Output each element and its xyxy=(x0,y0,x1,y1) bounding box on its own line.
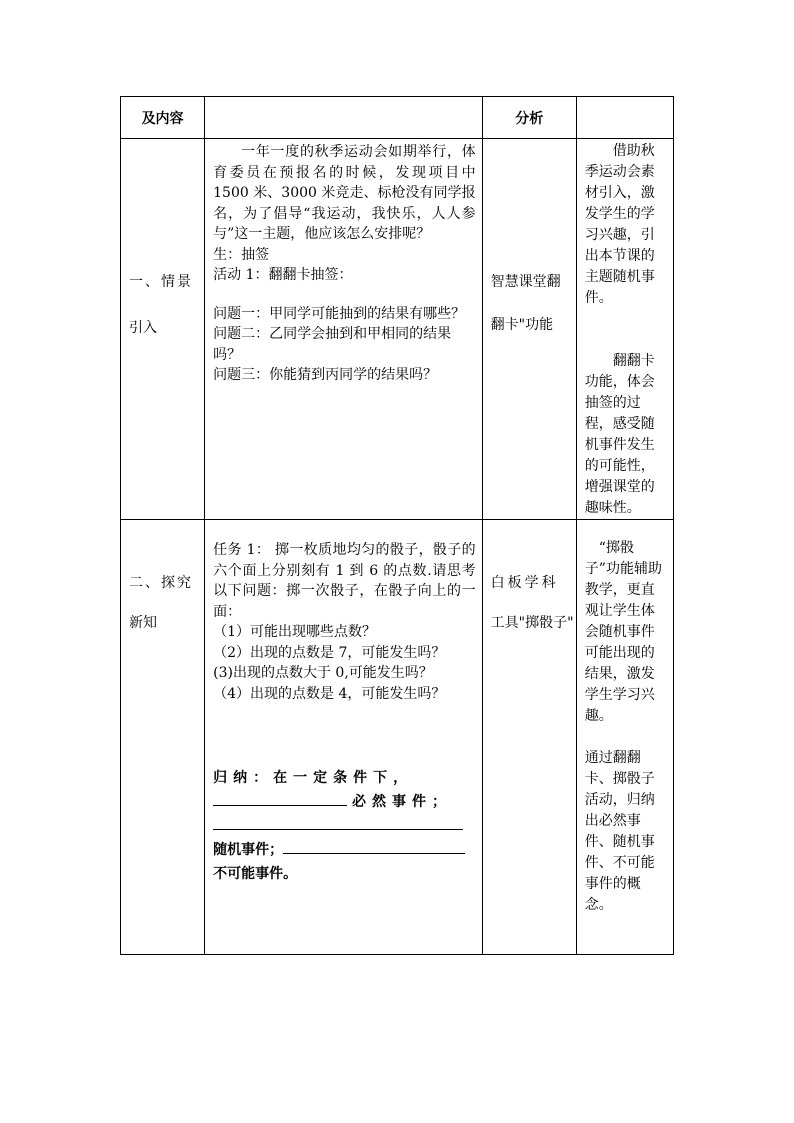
resource-label-cont: 工具"掷骰子" xyxy=(490,615,574,631)
analysis-cell xyxy=(576,520,673,955)
analysis-paragraph: 通过翻翻卡、掷骰子活动，归纳出必然事件、随机事件、不可能事件的概念。 xyxy=(584,750,655,913)
header-cell-content-label: 及内容 xyxy=(121,97,205,139)
header-cell-empty xyxy=(205,97,483,139)
analysis-cell xyxy=(576,139,673,520)
question-item-1: （1）可能出现哪些点数？ xyxy=(213,624,377,640)
header-cell-analysis: 分析 xyxy=(482,97,576,139)
table-row xyxy=(121,520,674,955)
stage-label-cont: 新知 xyxy=(129,615,157,631)
table-row xyxy=(121,139,674,520)
summary-certain: 必然事件； xyxy=(352,794,453,810)
stage-cell xyxy=(121,520,205,955)
analysis-paragraph: 借助秋季运动会素材引入，激发学生的学习兴趣，引出本节课的主题随机事件。 xyxy=(584,143,655,306)
resource-cell xyxy=(482,520,576,955)
resource-label-cont: 翻卡"功能 xyxy=(490,317,554,333)
summary-impossible: 不可能事件。 xyxy=(213,866,298,882)
summary-random: 随机事件； xyxy=(213,842,284,858)
summary-prefix: 归纳：在一定条件下， xyxy=(213,770,414,786)
question-1: 问题一：甲同学可能抽到的结果有哪些？ xyxy=(213,305,466,322)
resource-cell xyxy=(482,139,576,520)
stage-cell xyxy=(121,139,205,520)
lesson-plan-table xyxy=(120,96,674,955)
analysis-paragraph: 翻翻卡功能，体会抽签的过程，感受随机事件发生的可能性，增强课堂的趣味性。 xyxy=(584,353,655,516)
analysis-paragraph: “掷骰子”功能辅助教学，更直观让学生体会随机事件可能出现的结果，激发学生学习兴趣。 xyxy=(584,540,662,724)
student-line: 生：抽签 xyxy=(213,246,270,263)
question-item-4: （4）出现的点数是 4，可能发生吗？ xyxy=(213,685,446,702)
content-cell xyxy=(205,520,483,955)
fill-blank[interactable] xyxy=(283,839,465,854)
header-row xyxy=(121,97,674,139)
question-item-3: (3)出现的点数大于 0,可能发生吗？ xyxy=(213,665,433,681)
header-cell-empty-2 xyxy=(576,97,673,139)
task-paragraph: 任务 1： 掷一枚质地均匀的骰子，骰子的六个面上分别刻有 1 到 6 的点数.请思考以下问题：掷一次骰子，在骰子向上的一面： xyxy=(213,542,476,620)
question-item-2: （2）出现的点数是 7，可能发生吗？ xyxy=(213,644,446,661)
stage-label: 二、探究 xyxy=(129,575,193,591)
question-3: 问题三：你能猜到丙同学的结果吗？ xyxy=(213,367,438,383)
stage-label-cont: 引入 xyxy=(129,320,157,336)
question-2: 问题二：乙同学会抽到和甲相同的结果吗？ xyxy=(213,326,452,363)
resource-label: 智慧课堂翻 xyxy=(490,274,561,290)
stage-label: 一、情景 xyxy=(129,274,193,290)
resource-label: 白板学科 xyxy=(490,575,559,591)
fill-blank[interactable] xyxy=(213,815,463,830)
activity-line: 活动 1：翻翻卡抽签： xyxy=(213,267,353,283)
intro-paragraph: 一年一度的秋季运动会如期举行，体育委员在预报名的时候，发现项目中 1500 米、3000 米竞走、标枪没有同学报名，为了倡导“我运动，我快乐，人人参与”这一主题，他应该怎么安排呢？ xyxy=(213,144,476,242)
summary-block xyxy=(213,766,476,886)
content-cell xyxy=(205,139,483,520)
fill-blank[interactable] xyxy=(213,791,347,806)
